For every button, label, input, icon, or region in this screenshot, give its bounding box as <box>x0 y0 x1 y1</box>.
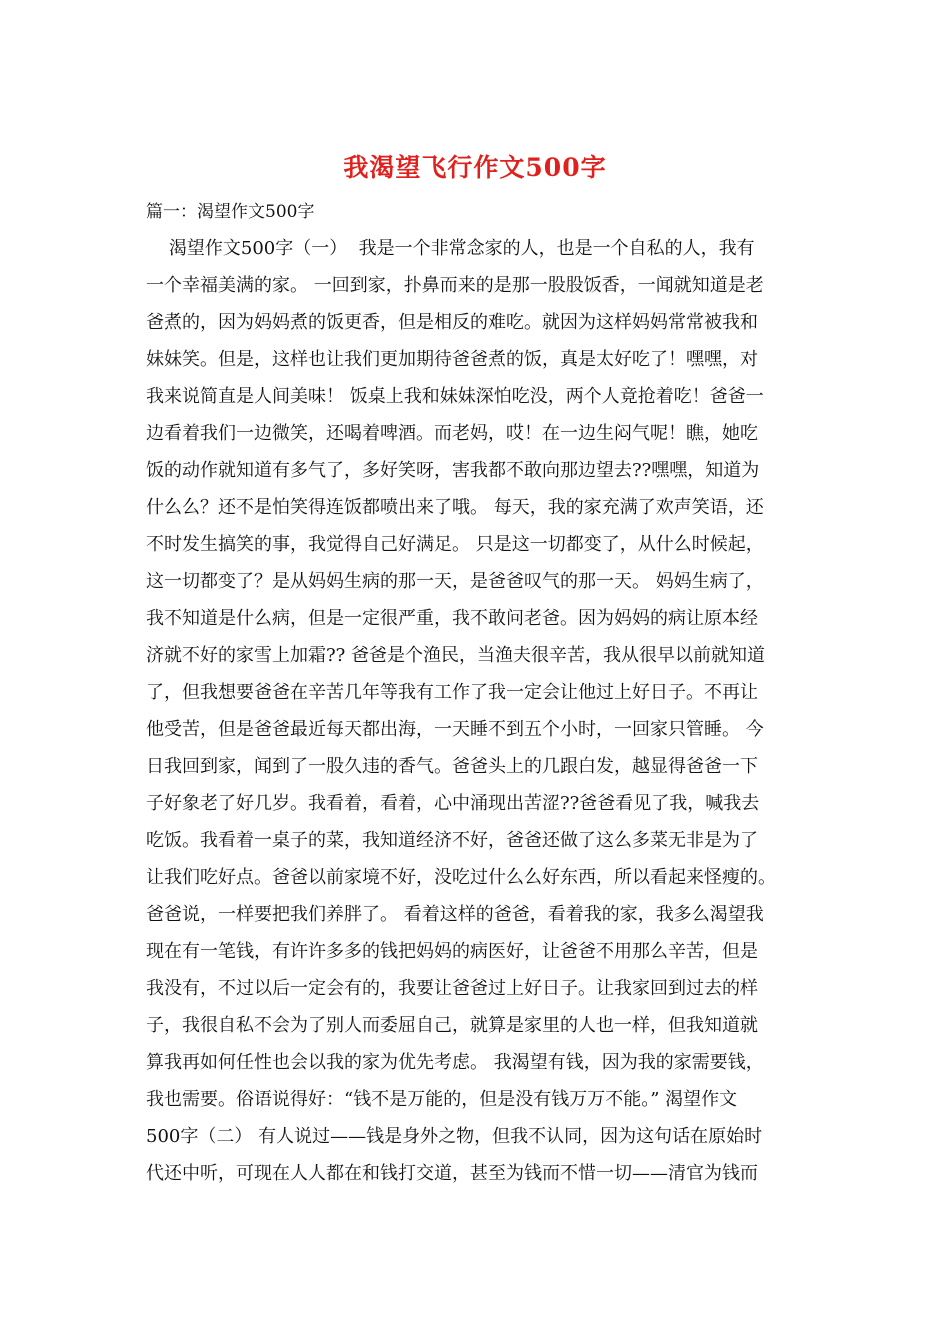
body-line: 什么么？还不是怕笑得连饭都喷出来了哦。 每天，我的家充满了欢声笑语，还 <box>146 497 764 518</box>
body-line: 让我们吃好点。爸爸以前家境不好，没吃过什么么好东西，所以看起来怪瘦的。 <box>146 867 776 888</box>
body-line: 这一切都变了？是从妈妈生病的那一天，是爸爸叹气的那一天。 妈妈生病了， <box>146 571 764 592</box>
body-line: 一个幸福美满的家。 一回到家，扑鼻而来的是那一股股饭香，一闻就知道是老 <box>146 275 764 296</box>
body-line: 饭的动作就知道有多气了，多好笑呀，害我都不敢向那边望去??嘿嘿，知道为 <box>146 460 760 481</box>
body-line: 边看着我们一边微笑，还喝着啤酒。而老妈，哎！在一边生闷气呢！瞧，她吃 <box>146 423 758 444</box>
body-line: 日我回到家，闻到了一股久违的香气。爸爸头上的几跟白发，越显得爸爸一下 <box>146 756 758 777</box>
body-line: 爸煮的，因为妈妈煮的饭更香，但是相反的难吃。就因为这样妈妈常常被我和 <box>146 312 758 333</box>
body-line: 爸爸说，一样要把我们养胖了。 看着这样的爸爸，看着我的家，我多么渴望我 <box>146 904 764 925</box>
body-line: 不时发生搞笑的事，我觉得自己好满足。 只是这一切都变了，从什么时候起， <box>146 534 764 555</box>
body-line: 现在有一笔钱，有许许多多的钱把妈妈的病医好，让爸爸不用那么辛苦，但是 <box>146 941 758 962</box>
body-line: 妹妹笑。但是，这样也让我们更加期待爸爸煮的饭，真是太好吃了！嘿嘿，对 <box>146 349 758 370</box>
body-line: 算我再如何任性也会以我的家为优先考虑。 我渴望有钱，因为我的家需要钱， <box>146 1052 764 1073</box>
body-line: 子，我很自私不会为了别人而委屈自己，就算是家里的人也一样，但我知道就 <box>146 1015 758 1036</box>
body-line: 代还中听，可现在人人都在和钱打交道，甚至为钱而不惜一切——清官为钱而 <box>146 1163 758 1184</box>
body-line: 了，但我想要爸爸在辛苦几年等我有工作了我一定会让他过上好日子。不再让 <box>146 682 758 703</box>
body-line: 我来说简直是人间美味！ 饭桌上我和妹妹深怕吃没，两个人竟抢着吃！爸爸一 <box>146 386 764 407</box>
body-line: 渴望作文500字（一） 我是一个非常念家的人，也是一个自私的人，我有 <box>146 238 755 259</box>
body-line: 济就不好的家雪上加霜?? 爸爸是个渔民，当渔夫很辛苦，我从很早以前就知道 <box>146 645 766 666</box>
body-line: 吃饭。我看着一桌子的菜，我知道经济不好，爸爸还做了这么多菜无非是为了 <box>146 830 758 851</box>
body-line: 我也需要。俗语说得好：“钱不是万能的，但是没有钱万万不能。” 渴望作文 <box>146 1089 738 1110</box>
body-text <box>146 230 816 1192</box>
document-title: 我渴望飞行作文500字 <box>343 153 607 182</box>
body-line: 500字（二） 有人说过——钱是身外之物，但我不认同，因为这句话在原始时 <box>146 1126 763 1147</box>
body-line: 我不知道是什么病，但是一定很严重，我不敢问老爸。因为妈妈的病让原本经 <box>146 608 758 629</box>
body-line: 他受苦，但是爸爸最近每天都出海，一天睡不到五个小时，一回家只管睡。 今 <box>146 719 764 740</box>
body-line: 子好象老了好几岁。我看着，看着，心中涌现出苦涩??爸爸看见了我，喊我去 <box>146 793 760 814</box>
body-line: 我没有，不过以后一定会有的，我要让爸爸过上好日子。让我家回到过去的样 <box>146 978 758 999</box>
section-heading: 篇一：渴望作文500字 <box>146 202 315 222</box>
